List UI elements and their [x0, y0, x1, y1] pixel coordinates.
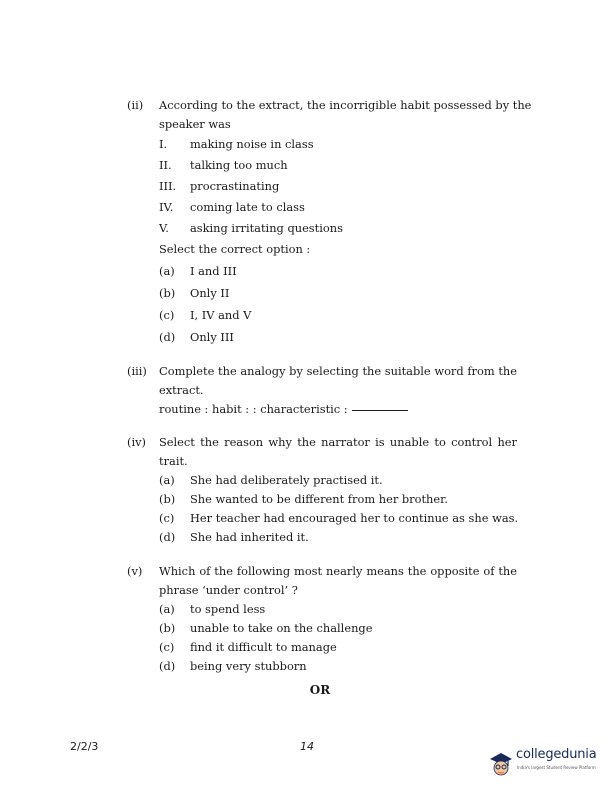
page-number: 14: [300, 740, 314, 753]
analogy-text: routine : habit : : characteristic :: [159, 402, 348, 416]
question-number: (iv): [127, 435, 146, 449]
question-text: Select the reason why the narrator is unable to control her: [159, 435, 517, 449]
question-text-cont: speaker was: [159, 117, 231, 131]
select-prompt: Select the correct option :: [159, 242, 311, 256]
question-number: (ii): [127, 98, 144, 112]
or-divider: OR: [309, 683, 331, 697]
logo-wordmark: collegedunia: [516, 747, 597, 762]
question-text-cont: phrase ‘under control’ ?: [159, 583, 298, 597]
logo-tagline: India's largest Student Review Platform: [517, 765, 596, 770]
question-text: Which of the following most nearly means the opposite of the: [159, 564, 517, 578]
paper-code: 2/2/3: [70, 740, 99, 753]
mascot-icon: [486, 747, 516, 781]
question-text: Complete the analogy by selecting the suitable word from the: [159, 364, 517, 378]
collegedunia-logo: [486, 747, 606, 781]
question-number: (v): [127, 564, 143, 578]
analogy-line: [159, 402, 408, 416]
question-text: According to the extract, the incorrigible habit possessed by the: [159, 98, 532, 112]
question-text-cont: extract.: [159, 383, 204, 397]
question-number: (iii): [127, 364, 147, 378]
exam-page: (ii) According to the extract, the incorrigible habit possessed by the speaker was I. making noise in class II. talking too much III. procrastinating IV. coming late to class V. asking irritating questions Select the correct option : (a) I and III (b) Only II (c) I, IV and V (d) Only III (iii) Complete the analogy by selecting the suitable word from the extract. routine : habit : : characteristic : (iv) Select the reason why the narrator is unable to control her trait. (a) She had deliberately practised it. (b) She wanted to be different from her brother. (c) Her teacher had encouraged her to continue as she was. (d) She had inherited it. (v) Which of the following most nearly means the opposite of the phrase ‘under control’ ? (a) to spend less (b) unable to take on the challenge (c) find it difficult to manage (d) being very stubborn OR 2/2/3 14 collegedunia India's largest Student Review Platform: [0, 0, 612, 792]
answer-blank[interactable]: [352, 410, 408, 411]
question-text-cont: trait.: [159, 454, 188, 468]
